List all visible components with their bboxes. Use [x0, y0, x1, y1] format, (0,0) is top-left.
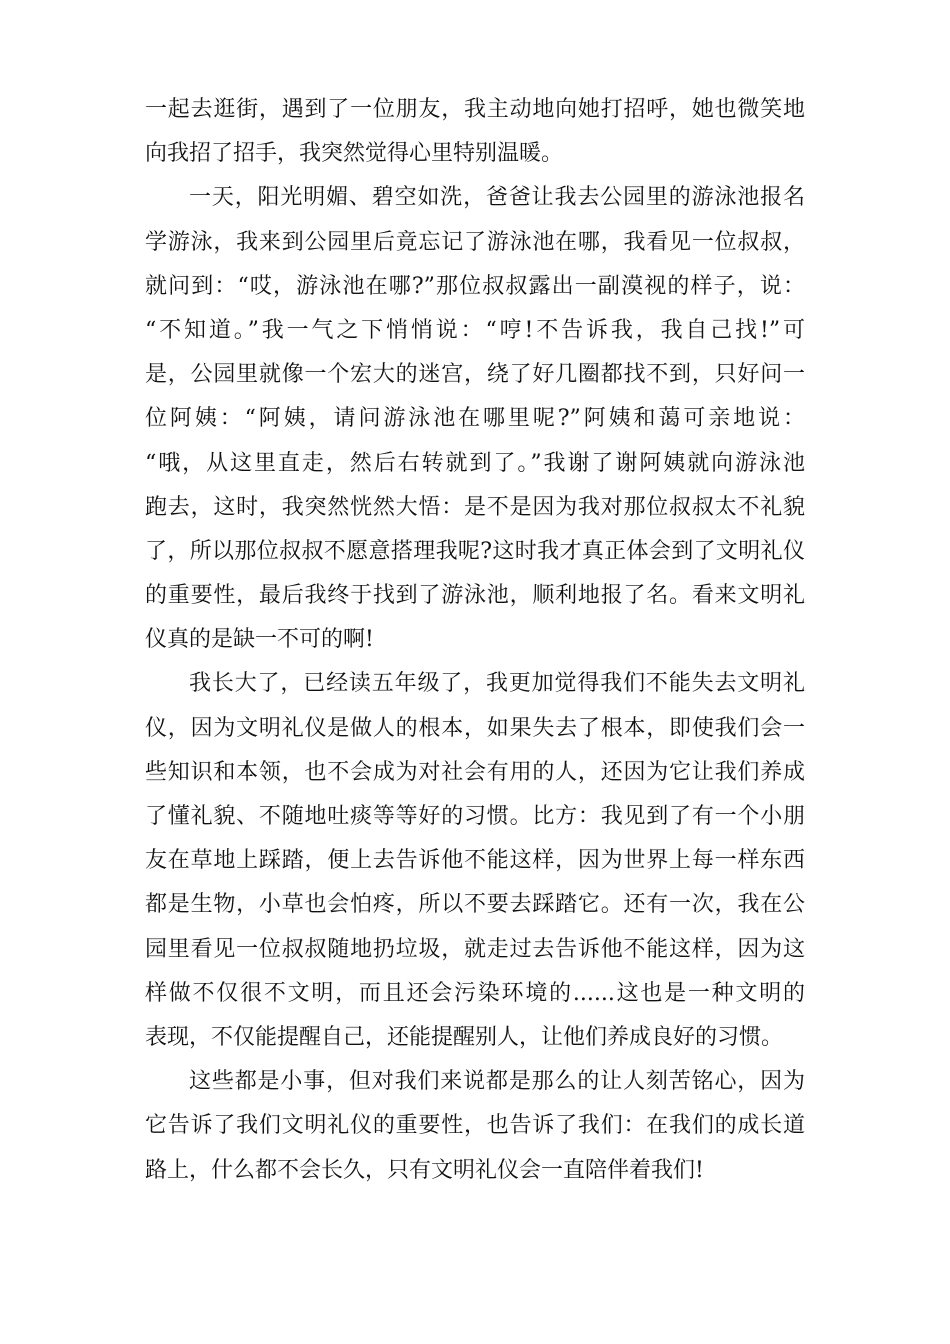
- text-line: “不知道。”我一气之下悄悄说：“哼!不告诉我，我自己找!”可: [145, 317, 805, 343]
- paragraph-2: [145, 176, 805, 662]
- text-line: 仪真的是缺一不可的啊!: [145, 627, 374, 653]
- text-line: 一起去逛街，遇到了一位朋友，我主动地向她打招呼，她也微笑地: [145, 97, 805, 122]
- document-body: [145, 88, 805, 1193]
- text-line: 它告诉了我们文明礼仪的重要性，也告诉了我们：在我们的成长道: [145, 1113, 805, 1139]
- text-line: 是，公园里就像一个宏大的迷宫，绕了好几圈都找不到，只好问一: [145, 362, 805, 388]
- text-line: 表现，不仅能提醒自己，还能提醒别人，让他们养成良好的习惯。: [145, 1024, 784, 1050]
- text-line: 向我招了招手，我突然觉得心里特别温暖。: [145, 141, 564, 167]
- text-line: 都是生物，小草也会怕疼，所以不要去踩踏它。还有一次，我在公: [145, 892, 805, 918]
- text-line: 就问到：“哎，游泳池在哪?”那位叔叔露出一副漠视的样子，说：: [145, 273, 805, 299]
- text-line: 了懂礼貌、不随地吐痰等等好的习惯。比方：我见到了有一个小朋: [145, 804, 805, 829]
- text-line: 些知识和本领，也不会成为对社会有用的人，还因为它让我们养成: [145, 759, 805, 785]
- paragraph-1: [145, 88, 805, 176]
- text-line: 一天，阳光明媚、碧空如洗，爸爸让我去公园里的游泳池报名: [189, 185, 805, 211]
- paragraph-4: [145, 1060, 805, 1193]
- text-line: 跑去，这时，我突然恍然大悟：是不是因为我对那位叔叔太不礼貌: [145, 494, 805, 520]
- text-line: 学游泳，我来到公园里后竟忘记了游泳池在哪，我看见一位叔叔，: [145, 229, 805, 255]
- text-line: 这些都是小事，但对我们来说都是那么的让人刻苦铭心，因为: [189, 1069, 805, 1095]
- text-line: “哦，从这里直走，然后右转就到了。”我谢了谢阿姨就向游泳池: [145, 450, 805, 476]
- text-line: 路上，什么都不会长久，只有文明礼仪会一直陪伴着我们!: [145, 1157, 704, 1183]
- text-line: 位阿姨：“阿姨，请问游泳池在哪里呢?”阿姨和蔼可亲地说：: [145, 406, 805, 432]
- text-line: 我长大了，已经读五年级了，我更加觉得我们不能失去文明礼: [189, 671, 805, 697]
- text-line: 友在草地上踩踏，便上去告诉他不能这样，因为世界上每一样东西: [145, 848, 805, 874]
- text-line: 园里看见一位叔叔随地扔垃圾，就走过去告诉他不能这样，因为这: [145, 936, 805, 962]
- text-line: 的重要性，最后我终于找到了游泳池，顺利地报了名。看来文明礼: [145, 583, 805, 609]
- paragraph-3: [145, 662, 805, 1060]
- text-line: 仪，因为文明礼仪是做人的根本，如果失去了根本，即使我们会一: [145, 715, 805, 741]
- text-line: 样做不仅很不文明，而且还会污染环境的......这也是一种文明的: [145, 980, 805, 1006]
- text-line: 了，所以那位叔叔不愿意搭理我呢?这时我才真正体会到了文明礼仪: [145, 538, 805, 564]
